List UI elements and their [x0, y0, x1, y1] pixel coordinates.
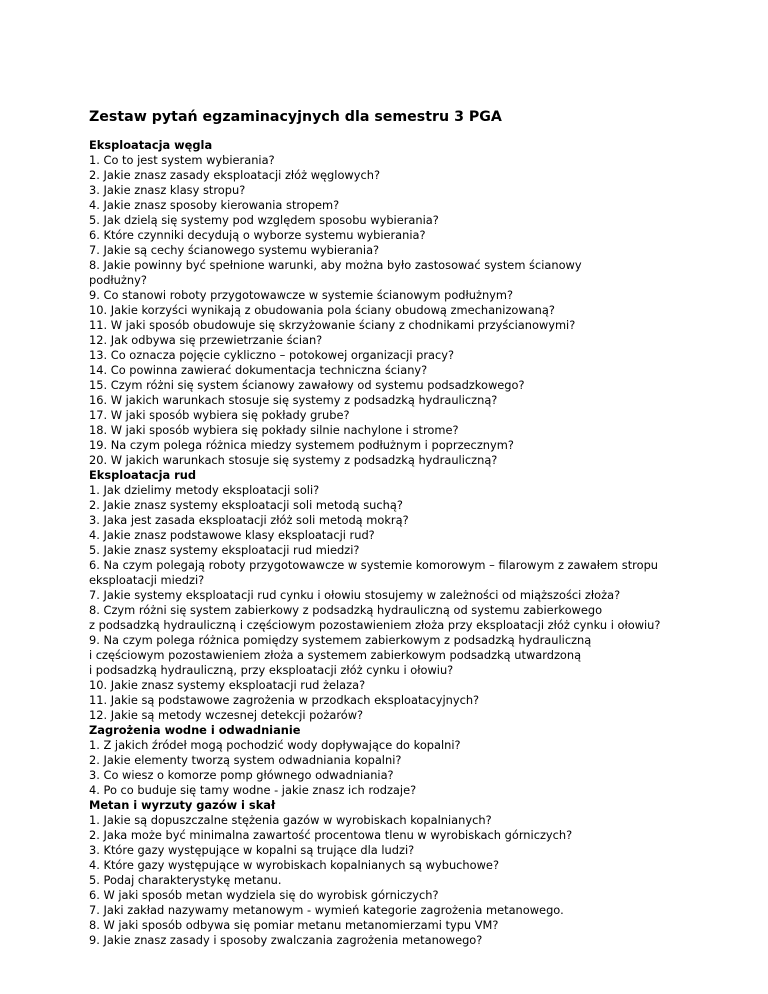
- section-title: Zagrożenia wodne i odwadnianie: [89, 723, 301, 737]
- question-item: 11. W jaki sposób obudowuje się skrzyżowanie ściany z chodnikami przyścianowymi?: [89, 318, 576, 332]
- question-item: 2. Jakie znasz zasady eksploatacji złóż węglowych?: [89, 168, 380, 182]
- question-item: 12. Jakie są metody wczesnej detekcji pożarów?: [89, 708, 364, 722]
- exam-section: [89, 798, 749, 948]
- question-item: 1. Jakie są dopuszczalne stężenia gazów w wyrobiskach kopalnianych?: [89, 813, 492, 827]
- question-item: 7. Jakie systemy eksploatacji rud cynku i ołowiu stosujemy w zależności od miąższości złoża?: [89, 588, 621, 602]
- question-item: 9. Co stanowi roboty przygotowawcze w systemie ścianowym podłużnym?: [89, 288, 514, 302]
- question-item: 2. Jakie znasz systemy eksploatacji soli metodą suchą?: [89, 498, 403, 512]
- question-item: 17. W jaki sposób wybiera się pokłady grube?: [89, 408, 350, 422]
- question-item: 7. Jakie są cechy ścianowego systemu wybierania?: [89, 243, 380, 257]
- question-item: 13. Co oznacza pojęcie cykliczno – potokowej organizacji pracy?: [89, 348, 455, 362]
- question-item: 2. Jaka może być minimalna zawartość procentowa tlenu w wyrobiskach górniczych?: [89, 828, 573, 842]
- question-list: [89, 738, 749, 798]
- question-item: 11. Jakie są podstawowe zagrożenia w przodkach eksploatacyjnych?: [89, 693, 480, 707]
- question-item: 19. Na czym polega różnica miedzy systemem podłużnym i poprzecznym?: [89, 438, 514, 452]
- question-item: 3. Co wiesz o komorze pomp głównego odwadniania?: [89, 768, 394, 782]
- question-item: 10. Jakie korzyści wynikają z obudowania pola ściany obudową zmechanizowaną?: [89, 303, 555, 317]
- question-list: [89, 813, 749, 948]
- sections-container: [89, 138, 749, 948]
- question-item: 3. Jakie znasz klasy stropu?: [89, 183, 246, 197]
- question-item: 2. Jakie elementy tworzą system odwadniania kopalni?: [89, 753, 402, 767]
- exam-section: [89, 138, 749, 468]
- question-item: 8. Jakie powinny być spełnione warunki, aby można było zastosować system ścianowy podłużny?: [89, 258, 582, 287]
- question-item: 12. Jak odbywa się przewietrzanie ścian?: [89, 333, 323, 347]
- exam-section: [89, 468, 749, 723]
- question-item: 4. Które gazy występujące w wyrobiskach kopalnianych są wybuchowe?: [89, 858, 499, 872]
- question-item: 4. Jakie znasz sposoby kierowania stropem?: [89, 198, 340, 212]
- question-item: 6. Które czynniki decydują o wyborze systemu wybierania?: [89, 228, 426, 242]
- question-item: 10. Jakie znasz systemy eksploatacji rud żelaza?: [89, 678, 366, 692]
- question-item: 3. Które gazy występujące w kopalni są trujące dla ludzi?: [89, 843, 415, 857]
- question-item: 4. Jakie znasz podstawowe klasy eksploatacji rud?: [89, 528, 375, 542]
- question-item: 20. W jakich warunkach stosuje się systemy z podsadzką hydrauliczną?: [89, 453, 498, 467]
- question-item: 15. Czym różni się system ścianowy zawałowy od systemu podsadzkowego?: [89, 378, 525, 392]
- document-title: Zestaw pytań egzaminacyjnych dla semestru 3 PGA: [89, 109, 502, 125]
- question-item: 16. W jakich warunkach stosuje się systemy z podsadzką hydrauliczną?: [89, 393, 498, 407]
- question-item: 4. Po co buduje się tamy wodne - jakie znasz ich rodzaje?: [89, 783, 417, 797]
- document-page: [89, 108, 749, 948]
- section-title: Metan i wyrzuty gazów i skał: [89, 798, 276, 812]
- question-item: 5. Podaj charakterystykę metanu.: [89, 873, 282, 887]
- question-item: 1. Z jakich źródeł mogą pochodzić wody dopływające do kopalni?: [89, 738, 461, 752]
- question-item: 18. W jaki sposób wybiera się pokłady silnie nachylone i strome?: [89, 423, 459, 437]
- section-title: Eksploatacja węgla: [89, 138, 213, 152]
- section-title: Eksploatacja rud: [89, 468, 197, 482]
- question-item: 3. Jaka jest zasada eksploatacji złóż soli metodą mokrą?: [89, 513, 409, 527]
- question-item: 9. Na czym polega różnica pomiędzy systemem zabierkowym z podsadzką hydrauliczną i częściowym pozostawieniem złoża a systemem zabierkowym podsadzką utwardzoną i podsadzką hydrauliczną, przy eksploatacji złóż cynku i ołowiu?: [89, 633, 592, 677]
- question-item: 5. Jak dzielą się systemy pod względem sposobu wybierania?: [89, 213, 439, 227]
- question-item: 8. W jaki sposób odbywa się pomiar metanu metanomierzami typu VM?: [89, 918, 499, 932]
- question-list: [89, 483, 749, 723]
- question-item: 1. Co to jest system wybierania?: [89, 153, 275, 167]
- question-list: [89, 153, 749, 468]
- question-item: 8. Czym różni się system zabierkowy z podsadzką hydrauliczną od systemu zabierkowego z podsadzką hydrauliczną i częściowym pozostawieniem złoża przy eksploatacji złóż cynku i ołowiu?: [89, 603, 661, 632]
- exam-section: [89, 723, 749, 798]
- question-item: 6. W jaki sposób metan wydziela się do wyrobisk górniczych?: [89, 888, 439, 902]
- question-item: 9. Jakie znasz zasady i sposoby zwalczania zagrożenia metanowego?: [89, 933, 483, 947]
- question-item: 1. Jak dzielimy metody eksploatacji soli?: [89, 483, 320, 497]
- question-item: 7. Jaki zakład nazywamy metanowym - wymień kategorie zagrożenia metanowego.: [89, 903, 564, 917]
- question-item: 14. Co powinna zawierać dokumentacja techniczna ściany?: [89, 363, 428, 377]
- question-item: 6. Na czym polegają roboty przygotowawcze w systemie komorowym – filarowym z zawałem stropu eksploatacji miedzi?: [89, 558, 659, 587]
- question-item: 5. Jakie znasz systemy eksploatacji rud miedzi?: [89, 543, 360, 557]
